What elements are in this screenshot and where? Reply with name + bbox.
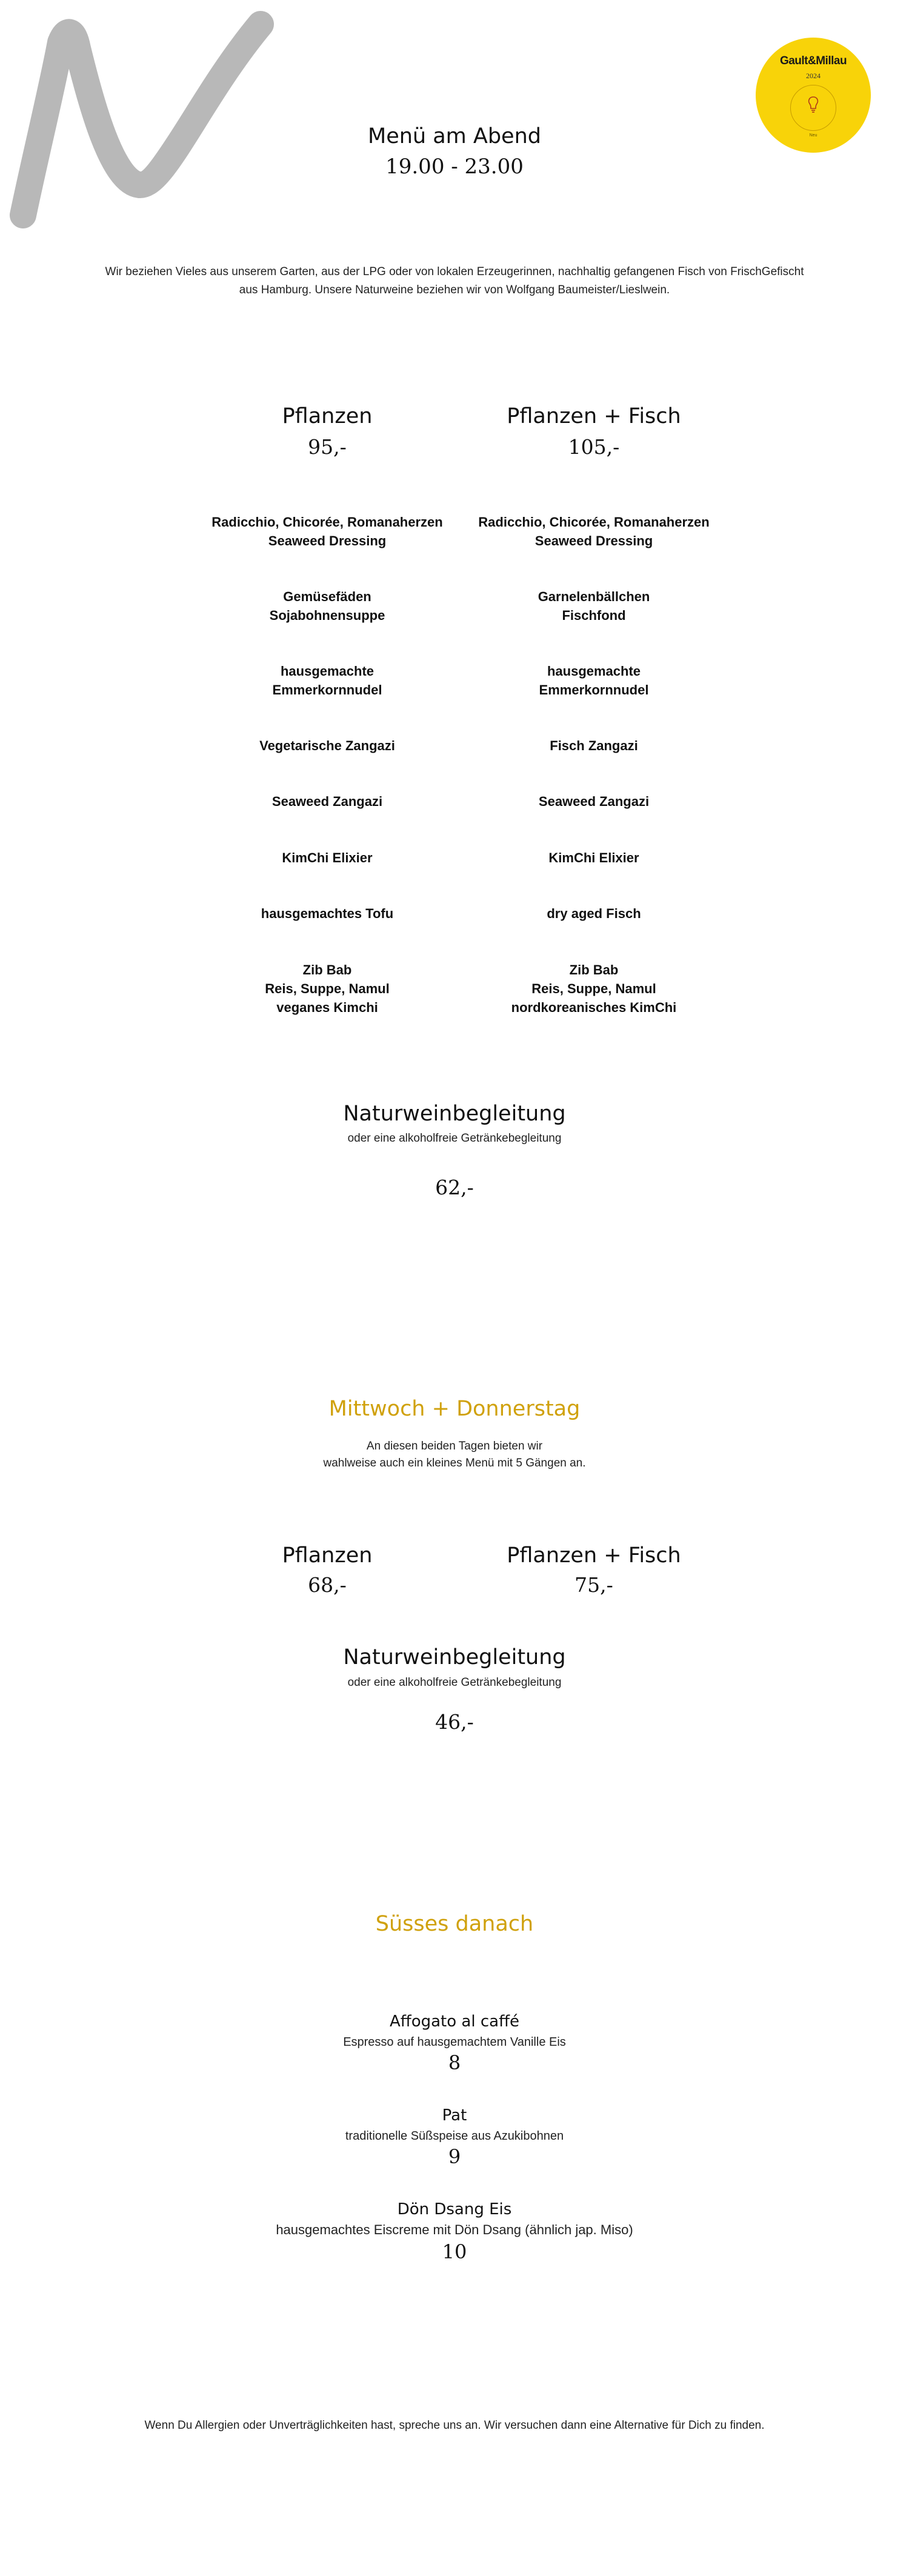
course-right-5: Seaweed Zangazi	[538, 794, 650, 809]
badge-brand: Gault&Millau	[779, 55, 847, 67]
course-left-3: hausgemachte Emmerkornnudel	[272, 664, 382, 697]
course-right-2: Garnelenbällchen Fischfond	[538, 589, 650, 623]
dessert-2-name: Pat	[442, 2106, 467, 2125]
dessert-1-desc: Espresso auf hausgemachtem Vanille Eis	[343, 2035, 566, 2049]
course-left-4: Vegetarische Zangazi	[259, 738, 395, 753]
wine-pairing-price: 62,-	[435, 1176, 474, 1199]
course-left-5: Seaweed Zangazi	[271, 794, 383, 809]
midweek-text-line-2: wahlweise auch ein kleines Menü mit 5 Gängen an.	[323, 1457, 586, 1469]
menu-left-title: Pflanzen	[282, 404, 373, 428]
wine-pairing-2-subtitle: oder eine alkoholfreie Getränkebegleitung	[347, 1676, 562, 1689]
intro-text-line-1: Wir beziehen Vieles aus unserem Garten, aus der LPG oder von lokalen Erzeugerinnen, nachhaltig gefangenen Fisch von FrischGefischt	[105, 265, 804, 278]
midweek-left-price: 68,-	[308, 1573, 347, 1597]
lightbulb-icon	[806, 96, 821, 114]
course-left-1: Radicchio, Chicorée, Romanaherzen Seaweed Dressing	[211, 514, 443, 548]
midweek-text-line-1: An diesen beiden Tagen bieten wir	[366, 1440, 543, 1453]
dessert-3-price: 10	[442, 2240, 467, 2263]
course-right-6: KimChi Elixier	[548, 850, 639, 865]
opening-hours: 19.00 - 23.00	[385, 155, 524, 179]
dessert-3-name: Dön Dsang Eis	[397, 2200, 512, 2218]
desserts-title: Süsses danach	[375, 1912, 534, 1936]
course-right-8: Zib Bab Reis, Suppe, Namul nordkoreanisches KimChi	[511, 962, 677, 1015]
midweek-title: Mittwoch + Donnerstag	[328, 1397, 581, 1421]
badge-small-text: Neu	[809, 133, 817, 138]
allergy-note: Wenn Du Allergien oder Unverträglichkeiten hast, spreche uns an. Wir versuchen dann eine Alternative für Dich zu finden.	[144, 2419, 765, 2432]
course-left-8: Zib Bab Reis, Suppe, Namul veganes Kimchi	[265, 962, 390, 1015]
dessert-1-name: Affogato al caffé	[390, 2012, 519, 2031]
menu-left-price: 95,-	[308, 435, 347, 459]
page-title: Menü am Abend	[368, 124, 541, 148]
course-left-7: hausgemachtes Tofu	[261, 906, 394, 921]
brush-n-logo-icon	[0, 0, 291, 242]
course-right-7: dry aged Fisch	[547, 906, 641, 921]
course-right-3: hausgemachte Emmerkornnudel	[539, 664, 649, 697]
midweek-left-title: Pflanzen	[282, 1543, 373, 1568]
menu-right-title: Pflanzen + Fisch	[507, 404, 681, 428]
dessert-1-price: 8	[448, 2051, 461, 2074]
midweek-right-title: Pflanzen + Fisch	[507, 1543, 681, 1568]
wine-pairing-2-price: 46,-	[435, 1710, 474, 1734]
intro-text-line-2: aus Hamburg. Unsere Naturweine beziehen wir von Wolfgang Baumeister/Lieslwein.	[239, 284, 670, 296]
course-left-2: Gemüsefäden Sojabohnensuppe	[269, 589, 385, 623]
menu-right-price: 105,-	[568, 435, 620, 459]
dessert-2-desc: traditionelle Süßspeise aus Azukibohnen	[345, 2129, 564, 2143]
wine-pairing-subtitle: oder eine alkoholfreie Getränkebegleitung	[347, 1132, 562, 1145]
dessert-2-price: 9	[448, 2145, 461, 2168]
wine-pairing-2-title: Naturweinbegleitung	[343, 1645, 566, 1669]
course-right-1: Radicchio, Chicorée, Romanaherzen Seaweed Dressing	[478, 514, 710, 548]
wine-pairing-title: Naturweinbegleitung	[343, 1102, 566, 1126]
badge-year: 2024	[806, 72, 821, 80]
dessert-3-desc: hausgemachtes Eiscreme mit Dön Dsang (ähnlich jap. Miso)	[276, 2222, 633, 2237]
course-left-6: KimChi Elixier	[282, 850, 373, 865]
course-right-4: Fisch Zangazi	[550, 738, 638, 753]
midweek-right-price: 75,-	[574, 1573, 613, 1597]
